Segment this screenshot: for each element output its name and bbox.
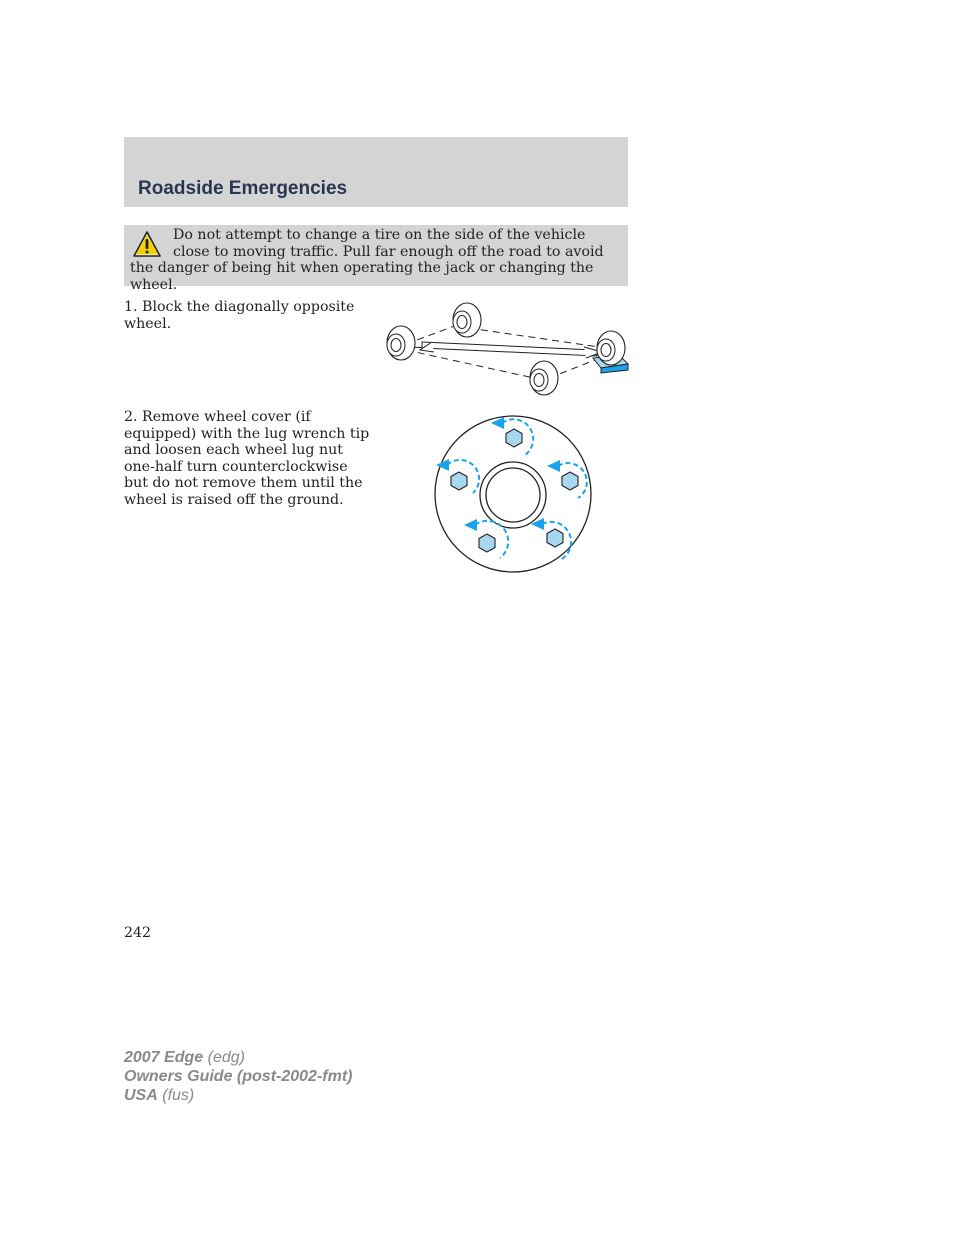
wheel-rear-left [387,326,415,360]
step-2-text: 2. Remove wheel cover (if equipped) with the lug wrench tip and loosen each wheel lug nut one-half turn counterclockwise but do not remove them until the wheel is raised off the ground. [124,409,370,508]
footer-model: 2007 Edge [124,1049,204,1066]
footer-market-code: (fus) [162,1087,195,1104]
lug-nut-top [506,429,522,447]
section-header [124,137,628,207]
footer-guide: Owners Guide (post-2002-fmt) [124,1068,353,1085]
lug-nut-right [562,472,578,490]
lug-nut-diagram [430,410,598,578]
footer-model-code: (edg) [207,1049,245,1066]
footer-market: USA [124,1087,158,1104]
step-1-text: 1. Block the diagonally opposite wheel. [124,299,355,332]
lug-nut-left [451,472,467,490]
wheel-block-diagram [384,298,632,400]
document-footer [124,1048,352,1105]
lug-nut-lower-left [479,534,495,552]
warning-text: Do not attempt to change a tire on the side of the vehicle close to moving traffic. Pull far enough off the road to avoid the danger of being hit when operating the jack or changing the wheel. [130,227,604,293]
page-number: 242 [124,925,152,941]
wheel-front-right [597,331,625,365]
wheel-rear-right [453,303,481,337]
wheel-front-left [530,361,558,395]
section-title: Roadside Emergencies [138,178,348,199]
lug-nut-lower-right [547,529,563,547]
warning-box [124,225,628,293]
